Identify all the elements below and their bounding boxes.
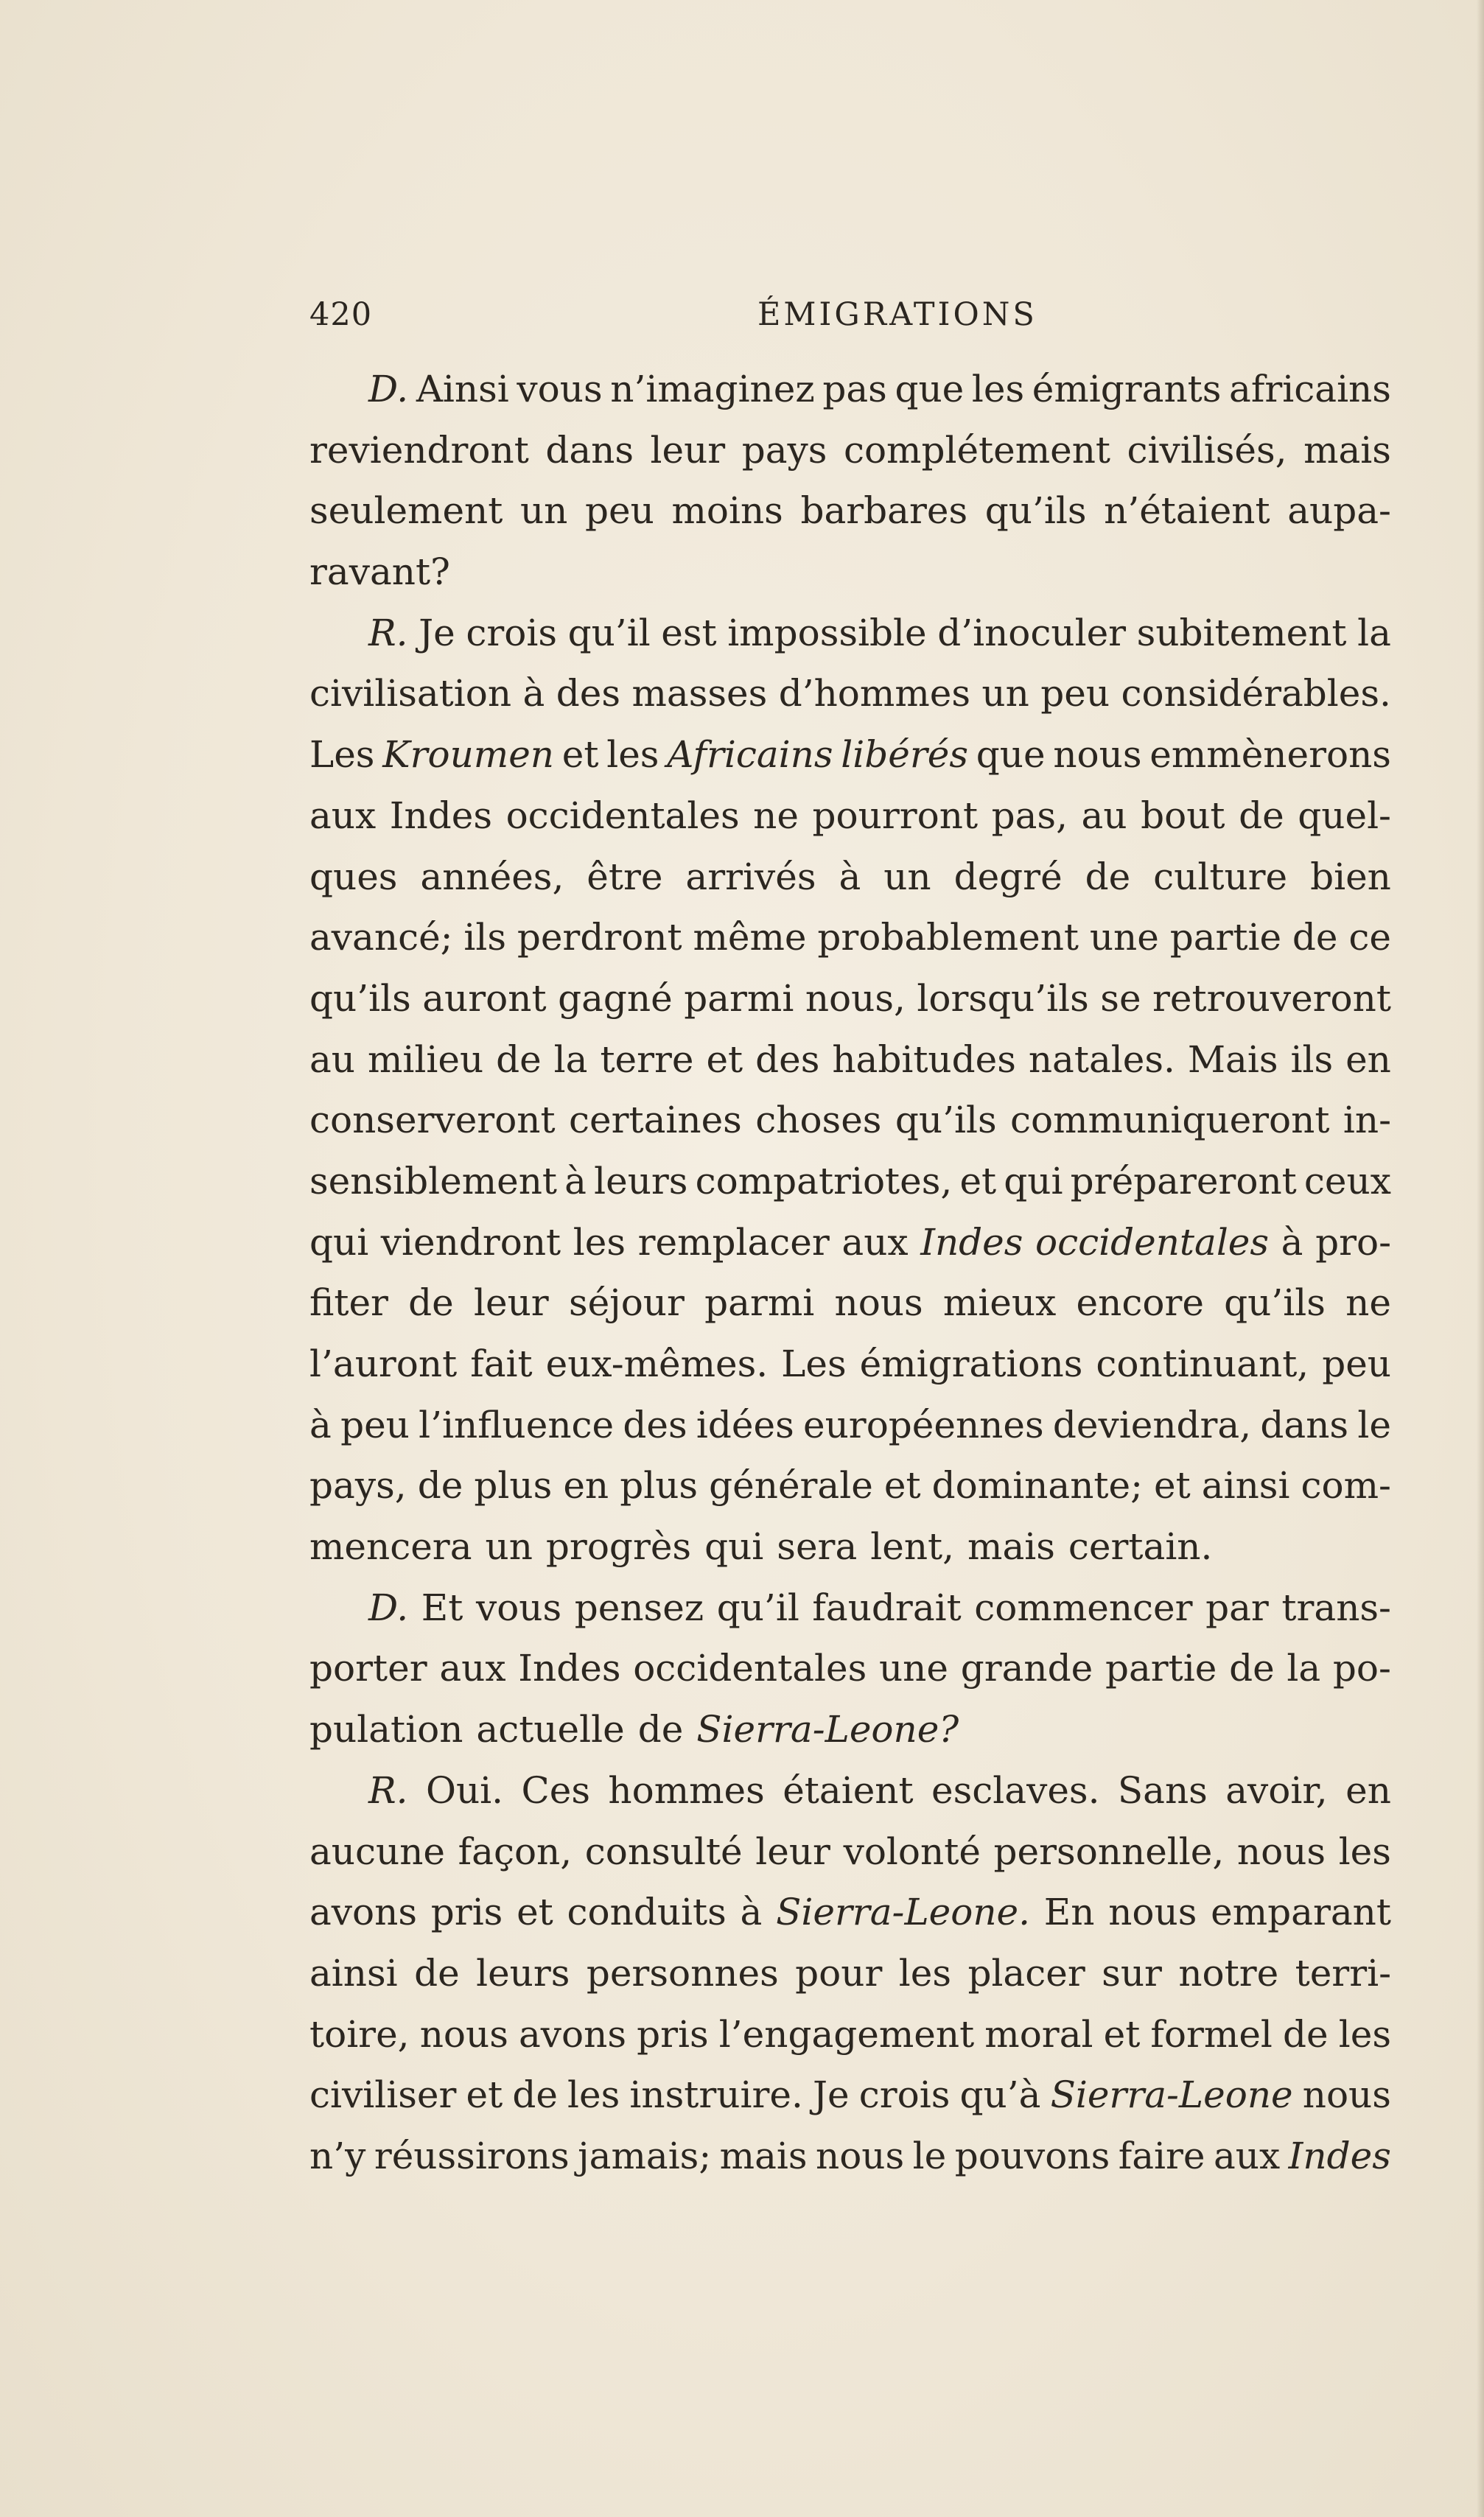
page-edge-shadow bbox=[1477, 0, 1484, 2517]
word: En bbox=[1043, 1891, 1095, 1934]
word: qu’à bbox=[959, 2073, 1041, 2117]
word: bien bbox=[1310, 855, 1391, 898]
word: années, bbox=[420, 855, 564, 898]
word: Les bbox=[309, 733, 375, 777]
word: de bbox=[512, 2073, 558, 2117]
text-line bbox=[309, 1578, 1391, 1639]
word: africains bbox=[1229, 368, 1391, 410]
text-line bbox=[309, 847, 1391, 908]
word: masses bbox=[631, 672, 768, 715]
word: progrès bbox=[545, 1525, 692, 1569]
word: pouvons bbox=[954, 2134, 1110, 2177]
italic-word: Indes bbox=[920, 1220, 1023, 1264]
word: formel bbox=[1150, 2012, 1273, 2056]
word: civilisés, bbox=[1127, 428, 1287, 472]
word: aux bbox=[309, 794, 377, 837]
word: ils bbox=[1290, 1037, 1334, 1081]
text-line bbox=[309, 724, 1391, 785]
text-line bbox=[309, 1395, 1391, 1456]
word: certain. bbox=[1068, 1525, 1213, 1569]
word: mais bbox=[719, 2134, 808, 2177]
italic-word: R. bbox=[368, 1768, 408, 1812]
word: lent, bbox=[870, 1525, 955, 1569]
text-line bbox=[309, 1760, 1391, 1821]
word: à bbox=[522, 672, 545, 715]
word: qu’il bbox=[567, 611, 651, 654]
word: fait bbox=[470, 1342, 533, 1385]
word: les bbox=[1338, 2012, 1391, 2056]
word: parmi bbox=[704, 1281, 815, 1325]
word: ne bbox=[1345, 1281, 1391, 1325]
italic-word: D. bbox=[368, 368, 409, 410]
word: aux bbox=[1213, 2134, 1281, 2177]
text-line bbox=[309, 1090, 1391, 1151]
word: d’inoculer bbox=[937, 611, 1127, 654]
word: des bbox=[755, 1037, 820, 1081]
word: Je bbox=[419, 611, 455, 654]
word: n’étaient bbox=[1104, 489, 1270, 533]
word: pris bbox=[637, 2012, 709, 2056]
text-line bbox=[309, 1699, 1391, 1760]
word: qu’ils bbox=[309, 976, 411, 1020]
text-line bbox=[309, 1272, 1391, 1334]
word: aux bbox=[841, 1220, 909, 1264]
word: séjour bbox=[568, 1281, 685, 1325]
word: choses bbox=[755, 1099, 882, 1142]
word: pas, bbox=[991, 794, 1068, 837]
word: en bbox=[1345, 1768, 1391, 1812]
word: conduits bbox=[567, 1891, 727, 1934]
word: que bbox=[976, 733, 1046, 777]
word: eux-mêmes. bbox=[545, 1342, 769, 1385]
word: sera bbox=[777, 1525, 858, 1569]
word: le bbox=[912, 2134, 947, 2177]
word: complétement bbox=[843, 428, 1111, 472]
body-text bbox=[309, 359, 1391, 2187]
word: notre bbox=[1178, 1951, 1279, 1995]
word: la bbox=[1287, 1647, 1321, 1690]
word: la bbox=[553, 1037, 588, 1081]
text-line bbox=[309, 359, 1391, 420]
word: pris bbox=[430, 1891, 503, 1934]
word: plus bbox=[474, 1464, 553, 1508]
word: peu bbox=[1322, 1342, 1391, 1385]
word: grande bbox=[960, 1647, 1093, 1690]
word: qu’ils bbox=[895, 1099, 997, 1142]
word: et bbox=[706, 1037, 743, 1081]
word: partie bbox=[1169, 916, 1282, 959]
word: et bbox=[883, 1464, 921, 1508]
word: des bbox=[556, 672, 621, 715]
word: Et bbox=[421, 1586, 463, 1629]
word: conserveront bbox=[309, 1099, 556, 1142]
word: émigrations bbox=[859, 1342, 1083, 1385]
text-line bbox=[309, 785, 1391, 847]
word: façon, bbox=[458, 1830, 573, 1873]
word: hommes bbox=[608, 1768, 765, 1812]
word: pulation bbox=[309, 1708, 463, 1751]
word: pour bbox=[795, 1951, 883, 1995]
text-line bbox=[309, 1821, 1391, 1883]
word: trans- bbox=[1281, 1586, 1391, 1629]
word: esclaves. bbox=[931, 1768, 1100, 1812]
word: actuelle bbox=[476, 1708, 625, 1751]
word: probablement bbox=[817, 916, 1079, 959]
word: bout bbox=[1141, 794, 1225, 837]
word: faire bbox=[1118, 2134, 1205, 2177]
word: Oui. bbox=[425, 1768, 504, 1812]
word: l’influence bbox=[419, 1403, 615, 1446]
word: com- bbox=[1301, 1464, 1391, 1508]
word: vous bbox=[475, 1586, 562, 1629]
word: commencer bbox=[974, 1586, 1193, 1629]
word: leurs bbox=[476, 1951, 570, 1995]
word: civilisation bbox=[309, 672, 512, 715]
word: occidentales bbox=[633, 1647, 867, 1690]
word: considérables. bbox=[1121, 672, 1391, 715]
word: en bbox=[563, 1464, 609, 1508]
word: ne bbox=[753, 794, 799, 837]
italic-word: Sierra-Leone bbox=[1050, 2073, 1293, 2117]
word: pensez bbox=[574, 1586, 704, 1629]
italic-word: D. bbox=[368, 1586, 409, 1629]
word: les bbox=[971, 368, 1025, 410]
word: n’y bbox=[309, 2134, 366, 2177]
word: une bbox=[1089, 916, 1159, 959]
word: à bbox=[309, 1403, 332, 1446]
text-line bbox=[309, 2065, 1391, 2126]
word: et bbox=[959, 1159, 997, 1203]
word: un bbox=[981, 672, 1029, 715]
word: toire, bbox=[309, 2012, 410, 2056]
text-line bbox=[309, 420, 1391, 481]
word: ainsi bbox=[309, 1951, 398, 1995]
word: jamais; bbox=[578, 2134, 712, 2177]
word: un bbox=[883, 855, 931, 898]
word: Indes bbox=[518, 1647, 621, 1690]
text-line bbox=[309, 1151, 1391, 1212]
word: peu bbox=[585, 489, 654, 533]
word: subitement bbox=[1136, 611, 1347, 654]
italic-word: Africains bbox=[667, 733, 833, 777]
text-line bbox=[309, 968, 1391, 1029]
word: mais bbox=[1303, 428, 1391, 472]
text-line bbox=[309, 480, 1391, 542]
word: des bbox=[623, 1403, 687, 1446]
word: qu’ils bbox=[1224, 1281, 1326, 1325]
word: émigrants bbox=[1032, 368, 1222, 410]
word: compatriotes, bbox=[695, 1159, 953, 1203]
word: ils bbox=[463, 916, 506, 959]
word: perdront bbox=[517, 916, 682, 959]
word: pro- bbox=[1315, 1220, 1391, 1264]
running-title: ÉMIGRATIONS bbox=[757, 296, 1037, 333]
italic-word: Sierra-Leone. bbox=[776, 1891, 1031, 1934]
word: crois bbox=[858, 2073, 951, 2117]
word: idées bbox=[696, 1403, 794, 1446]
word: arrivés bbox=[685, 855, 816, 898]
word: ques bbox=[309, 855, 398, 898]
text-line bbox=[309, 1334, 1391, 1395]
word: les bbox=[573, 1220, 626, 1264]
word: volonté bbox=[843, 1830, 981, 1873]
word: instruire. bbox=[629, 2073, 803, 2117]
word: mais bbox=[967, 1525, 1055, 1569]
word: au bbox=[309, 1037, 356, 1081]
word: de bbox=[637, 1708, 684, 1751]
word: et bbox=[517, 1891, 553, 1934]
word: en bbox=[1345, 1037, 1391, 1081]
word: placer bbox=[967, 1951, 1085, 1995]
word: porter bbox=[309, 1647, 427, 1690]
italic-word: libérés bbox=[841, 733, 969, 777]
word: Ces bbox=[521, 1768, 590, 1812]
word: le bbox=[1357, 1403, 1391, 1446]
word: personnes bbox=[586, 1951, 779, 1995]
word: l’auront bbox=[309, 1342, 458, 1385]
word: dans bbox=[545, 428, 634, 472]
running-header bbox=[0, 296, 1484, 340]
word: pas bbox=[822, 368, 887, 410]
word: terri- bbox=[1295, 1951, 1391, 1995]
text-line bbox=[309, 542, 1391, 603]
word: ravant? bbox=[309, 550, 450, 594]
word: civiliser bbox=[309, 2073, 457, 2117]
word: les bbox=[567, 2073, 620, 2117]
word: quel- bbox=[1298, 794, 1391, 837]
word: nous, bbox=[805, 976, 906, 1020]
word: de bbox=[1229, 1647, 1275, 1690]
word: emparant bbox=[1211, 1891, 1391, 1934]
word: habitudes bbox=[832, 1037, 1016, 1081]
word: même bbox=[693, 916, 807, 959]
word: Les bbox=[781, 1342, 847, 1385]
word: aux bbox=[439, 1647, 506, 1690]
word: ceux bbox=[1303, 1159, 1391, 1203]
word: les bbox=[606, 733, 659, 777]
word: degré bbox=[953, 855, 1063, 898]
text-line bbox=[309, 2004, 1391, 2065]
text-line bbox=[309, 1882, 1391, 1943]
word: une bbox=[878, 1647, 948, 1690]
word: seulement bbox=[309, 489, 503, 533]
word: un bbox=[485, 1525, 533, 1569]
word: dominante; bbox=[931, 1464, 1143, 1508]
word: prépareront bbox=[1070, 1159, 1297, 1203]
word: nous bbox=[816, 2134, 905, 2177]
word: générale bbox=[709, 1464, 873, 1508]
word: européennes bbox=[803, 1403, 1044, 1446]
word: la bbox=[1357, 611, 1391, 654]
word: crois bbox=[466, 611, 558, 654]
word: parmi bbox=[684, 976, 794, 1020]
text-line bbox=[309, 1212, 1391, 1273]
text-line bbox=[309, 1455, 1391, 1516]
word: de bbox=[1239, 794, 1284, 837]
word: leur bbox=[650, 428, 726, 472]
text-line bbox=[309, 2126, 1391, 2187]
word: mencera bbox=[309, 1525, 472, 1569]
word: que bbox=[895, 368, 965, 410]
word: Indes bbox=[389, 794, 492, 837]
word: nous bbox=[419, 2012, 508, 2056]
page-number: 420 bbox=[309, 296, 373, 333]
word: dans bbox=[1260, 1403, 1349, 1446]
word: qu’ils bbox=[984, 489, 1087, 533]
word: partie bbox=[1105, 1647, 1217, 1690]
word: peu bbox=[1040, 672, 1110, 715]
text-line bbox=[309, 1516, 1391, 1578]
word: Ainsi bbox=[416, 368, 509, 410]
word: emmènerons bbox=[1149, 733, 1391, 777]
text-line bbox=[309, 907, 1391, 968]
word: lorsqu’ils bbox=[917, 976, 1089, 1020]
word: peu bbox=[340, 1403, 410, 1446]
word: pays bbox=[741, 428, 827, 472]
word: in- bbox=[1343, 1099, 1391, 1142]
word: avancé; bbox=[309, 916, 453, 959]
word: natales. bbox=[1028, 1037, 1175, 1081]
word: certaines bbox=[569, 1099, 742, 1142]
word: reviendront bbox=[309, 428, 529, 472]
word: de bbox=[408, 1281, 454, 1325]
word: ce bbox=[1348, 916, 1391, 959]
word: encore bbox=[1076, 1281, 1204, 1325]
word: Je bbox=[812, 2073, 850, 2117]
word: et bbox=[561, 733, 599, 777]
text-line bbox=[309, 1029, 1391, 1091]
word: vous bbox=[517, 368, 603, 410]
word: un bbox=[519, 489, 568, 533]
word: aupa- bbox=[1287, 489, 1391, 533]
word: Mais bbox=[1187, 1037, 1278, 1081]
word: et bbox=[1154, 1464, 1191, 1508]
italic-word: occidentales bbox=[1035, 1220, 1270, 1264]
word: sur bbox=[1102, 1951, 1162, 1995]
word: avoir, bbox=[1225, 1768, 1328, 1812]
word: de bbox=[496, 1037, 542, 1081]
word: communiqueront bbox=[1010, 1099, 1330, 1142]
word: étaient bbox=[783, 1768, 914, 1812]
word: mieux bbox=[942, 1281, 1057, 1325]
word: de bbox=[414, 1951, 460, 1995]
word: de bbox=[1283, 2012, 1329, 2056]
word: nous bbox=[1108, 1891, 1197, 1934]
word: culture bbox=[1153, 855, 1288, 898]
word: barbares bbox=[800, 489, 968, 533]
word: milieu bbox=[367, 1037, 484, 1081]
word: avons bbox=[518, 2012, 626, 2056]
word: continuant, bbox=[1096, 1342, 1309, 1385]
word: leur bbox=[474, 1281, 549, 1325]
word: à bbox=[839, 855, 861, 898]
word: se bbox=[1100, 976, 1141, 1020]
word: de bbox=[1085, 855, 1131, 898]
word: et bbox=[466, 2073, 503, 2117]
italic-word: Indes bbox=[1288, 2134, 1391, 2177]
word: faudrait bbox=[812, 1586, 962, 1629]
word: à bbox=[564, 1159, 587, 1203]
word: au bbox=[1081, 794, 1127, 837]
word: moins bbox=[671, 489, 783, 533]
word: Sans bbox=[1117, 1768, 1208, 1812]
word: fiter bbox=[309, 1281, 388, 1325]
word: de bbox=[1292, 916, 1338, 959]
word: nous bbox=[1302, 2073, 1391, 2117]
word: les bbox=[1338, 1830, 1391, 1873]
word: à bbox=[740, 1891, 763, 1934]
word: par bbox=[1205, 1586, 1269, 1629]
word: nous bbox=[1236, 1830, 1326, 1873]
word: à bbox=[1281, 1220, 1303, 1264]
word: qui bbox=[1004, 1159, 1063, 1203]
word: occidentales bbox=[505, 794, 740, 837]
word: leur bbox=[755, 1830, 830, 1873]
word: nous bbox=[1053, 733, 1142, 777]
word: est bbox=[661, 611, 717, 654]
word: moral bbox=[984, 2012, 1093, 2056]
text-line bbox=[309, 663, 1391, 724]
word: l’engagement bbox=[718, 2012, 975, 2056]
word: et bbox=[1103, 2012, 1141, 2056]
text-line bbox=[309, 1943, 1391, 2004]
word: qu’il bbox=[716, 1586, 799, 1629]
text-line bbox=[309, 603, 1391, 664]
word: pays, bbox=[309, 1464, 407, 1508]
italic-word: R. bbox=[368, 611, 408, 654]
word: leurs bbox=[594, 1159, 688, 1203]
word: consulté bbox=[584, 1830, 743, 1873]
word: personnelle, bbox=[993, 1830, 1225, 1873]
word: remplacer bbox=[637, 1220, 830, 1264]
word: les bbox=[898, 1951, 952, 1995]
word: gagné bbox=[558, 976, 673, 1020]
text-line bbox=[309, 1638, 1391, 1699]
word: po- bbox=[1332, 1647, 1391, 1690]
word: qui bbox=[309, 1220, 369, 1264]
word: retrouveront bbox=[1152, 976, 1391, 1020]
word: réussirons bbox=[374, 2134, 570, 2177]
word: deviendra, bbox=[1052, 1403, 1252, 1446]
word: d’hommes bbox=[778, 672, 970, 715]
word: pourront bbox=[812, 794, 979, 837]
word: impossible bbox=[727, 611, 927, 654]
word: viendront bbox=[380, 1220, 561, 1264]
word: terre bbox=[600, 1037, 694, 1081]
word: auront bbox=[422, 976, 547, 1020]
word: avons bbox=[309, 1891, 418, 1934]
word: sensiblement bbox=[309, 1159, 557, 1203]
word: ainsi bbox=[1201, 1464, 1290, 1508]
word: qui bbox=[704, 1525, 764, 1569]
word: aucune bbox=[309, 1830, 446, 1873]
italic-word: Sierra-Leone? bbox=[696, 1708, 959, 1751]
word: de bbox=[417, 1464, 463, 1508]
word: plus bbox=[620, 1464, 699, 1508]
italic-word: Kroumen bbox=[382, 733, 554, 777]
word: n’imaginez bbox=[610, 368, 815, 410]
word: être bbox=[587, 855, 663, 898]
word: nous bbox=[834, 1281, 923, 1325]
